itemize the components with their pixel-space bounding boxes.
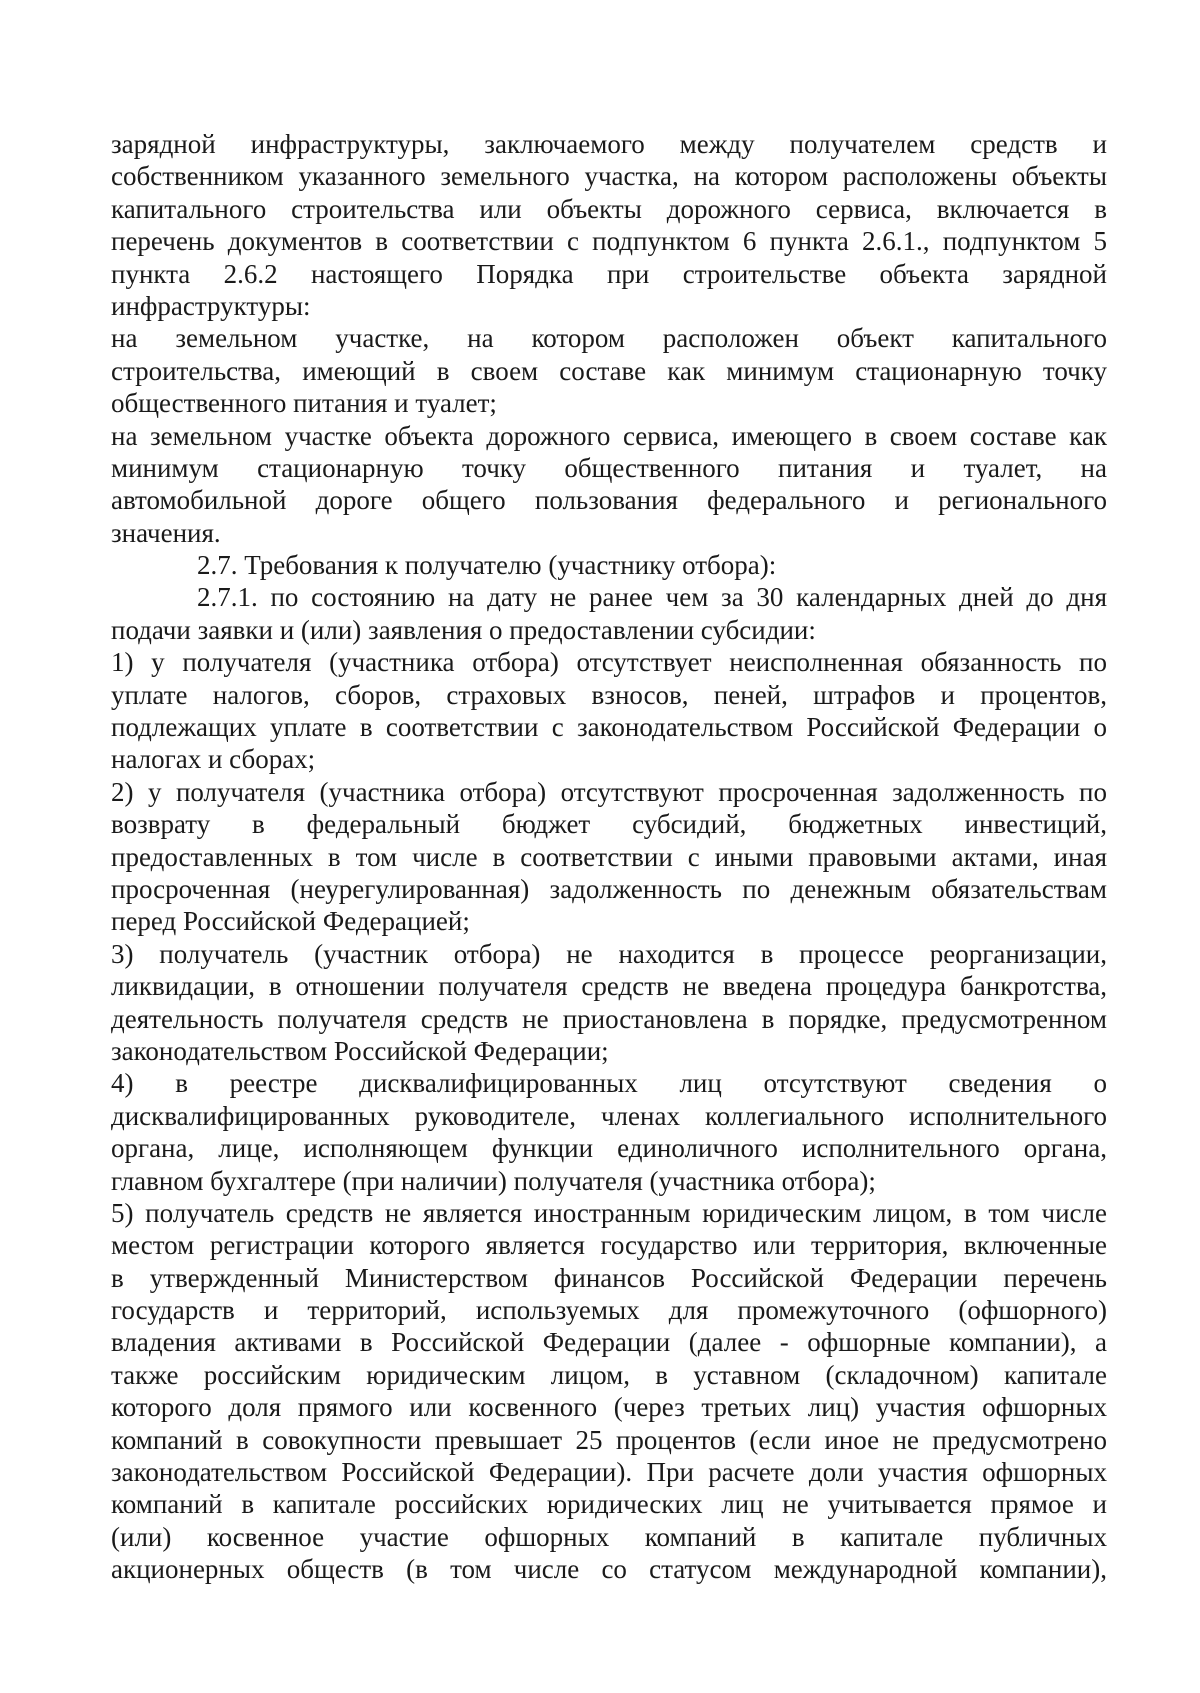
document-text-line: автомобильной дороге общего пользования федерального и регионального bbox=[111, 485, 1107, 516]
document-text-line: главном бухгалтере (при наличии) получателя (участника отбора); bbox=[111, 1165, 876, 1196]
document-text-line: перечень документов в соответствии с подпунктом 6 пункта 2.6.1., подпунктом 5 bbox=[111, 226, 1107, 257]
document-text-line: 2.7.1. по состоянию на дату не ранее чем за 30 календарных дней до дня bbox=[197, 582, 1107, 613]
document-text-line: просроченная (неурегулированная) задолженность по денежным обязательствам bbox=[111, 873, 1107, 904]
document-text-line: налогах и сборах; bbox=[111, 744, 316, 775]
document-text-line: пункта 2.6.2 настоящего Порядка при строительстве объекта зарядной bbox=[111, 258, 1107, 289]
document-text-line: подачи заявки и (или) заявления о предоставлении субсидии: bbox=[111, 614, 816, 645]
document-text-line: 4) в реестре дисквалифицированных лиц отсутствуют сведения о bbox=[111, 1068, 1107, 1099]
document-text-line: общественного питания и туалет; bbox=[111, 388, 497, 419]
document-text-line: собственником указанного земельного участка, на котором расположены объекты bbox=[111, 161, 1107, 192]
document-text-line: 3) получатель (участник отбора) не находится в процессе реорганизации, bbox=[111, 938, 1107, 969]
document-text-line: (или) косвенное участие офшорных компаний в капитале публичных bbox=[111, 1521, 1107, 1552]
document-text-line: компаний в совокупности превышает 25 процентов (если иное не предусмотрено bbox=[111, 1424, 1107, 1455]
document-text-line: 2) у получателя (участника отбора) отсутствуют просроченная задолженность по bbox=[111, 776, 1107, 807]
document-text-line: перед Российской Федерацией; bbox=[111, 906, 470, 937]
document-text-line: подлежащих уплате в соответствии с законодательством Российской Федерации о bbox=[111, 712, 1107, 743]
document-text-line: 5) получатель средств не является иностранным юридическим лицом, в том числе bbox=[111, 1197, 1107, 1228]
document-text-line: значения. bbox=[111, 517, 221, 548]
document-text-line: владения активами в Российской Федерации (далее - офшорные компании), а bbox=[111, 1327, 1107, 1358]
document-text-line: возврату в федеральный бюджет субсидий, бюджетных инвестиций, bbox=[111, 809, 1107, 840]
document-text-line: капитального строительства или объекты дорожного сервиса, включается в bbox=[111, 193, 1107, 224]
document-text-line: в утвержденный Министерством финансов Российской Федерации перечень bbox=[111, 1262, 1107, 1293]
document-text-line: минимум стационарную точку общественного питания и туалет, на bbox=[111, 452, 1107, 483]
document-text-line: законодательством Российской Федерации; bbox=[111, 1035, 609, 1066]
document-text-line: законодательством Российской Федерации). При расчете доли участия офшорных bbox=[111, 1457, 1107, 1488]
document-text-line: государств и территорий, используемых для промежуточного (офшорного) bbox=[111, 1295, 1107, 1326]
document-text-line: дисквалифицированных руководителе, членах коллегиального исполнительного bbox=[111, 1100, 1107, 1131]
document-text-line: местом регистрации которого является государство или территория, включенные bbox=[111, 1230, 1107, 1261]
document-text-line: органа, лице, исполняющем функции единоличного исполнительного органа, bbox=[111, 1133, 1107, 1164]
document-text-line: предоставленных в том числе в соответствии с иными правовыми актами, иная bbox=[111, 841, 1107, 872]
document-text-line: инфраструктуры: bbox=[111, 290, 311, 321]
document-text-line: на земельном участке, на котором расположен объект капитального bbox=[111, 323, 1107, 354]
document-text-line: 2.7. Требования к получателю (участнику отбора): bbox=[197, 550, 777, 581]
document-text-line: на земельном участке объекта дорожного сервиса, имеющего в своем составе как bbox=[111, 420, 1107, 451]
document-text-line: ликвидации, в отношении получателя средств не введена процедура банкротства, bbox=[111, 971, 1107, 1002]
document-text-line: которого доля прямого или косвенного (через третьих лиц) участия офшорных bbox=[111, 1392, 1107, 1423]
document-text-line: строительства, имеющий в своем составе как минимум стационарную точку bbox=[111, 355, 1107, 386]
document-text-line: деятельность получателя средств не приостановлена в порядке, предусмотренном bbox=[111, 1003, 1107, 1034]
document-body-text bbox=[111, 128, 1107, 1586]
document-text-line: 1) у получателя (участника отбора) отсутствует неисполненная обязанность по bbox=[111, 647, 1107, 678]
document-text-line: компаний в капитале российских юридических лиц не учитывается прямое и bbox=[111, 1489, 1107, 1520]
document-text-line: зарядной инфраструктуры, заключаемого между получателем средств и bbox=[111, 129, 1107, 159]
document-text-line: уплате налогов, сборов, страховых взносов, пеней, штрафов и процентов, bbox=[111, 679, 1107, 710]
document-text-line: также российским юридическим лицом, в уставном (складочном) капитале bbox=[111, 1359, 1107, 1390]
document-text-line: акционерных обществ (в том числе со статусом международной компании), bbox=[111, 1554, 1107, 1585]
